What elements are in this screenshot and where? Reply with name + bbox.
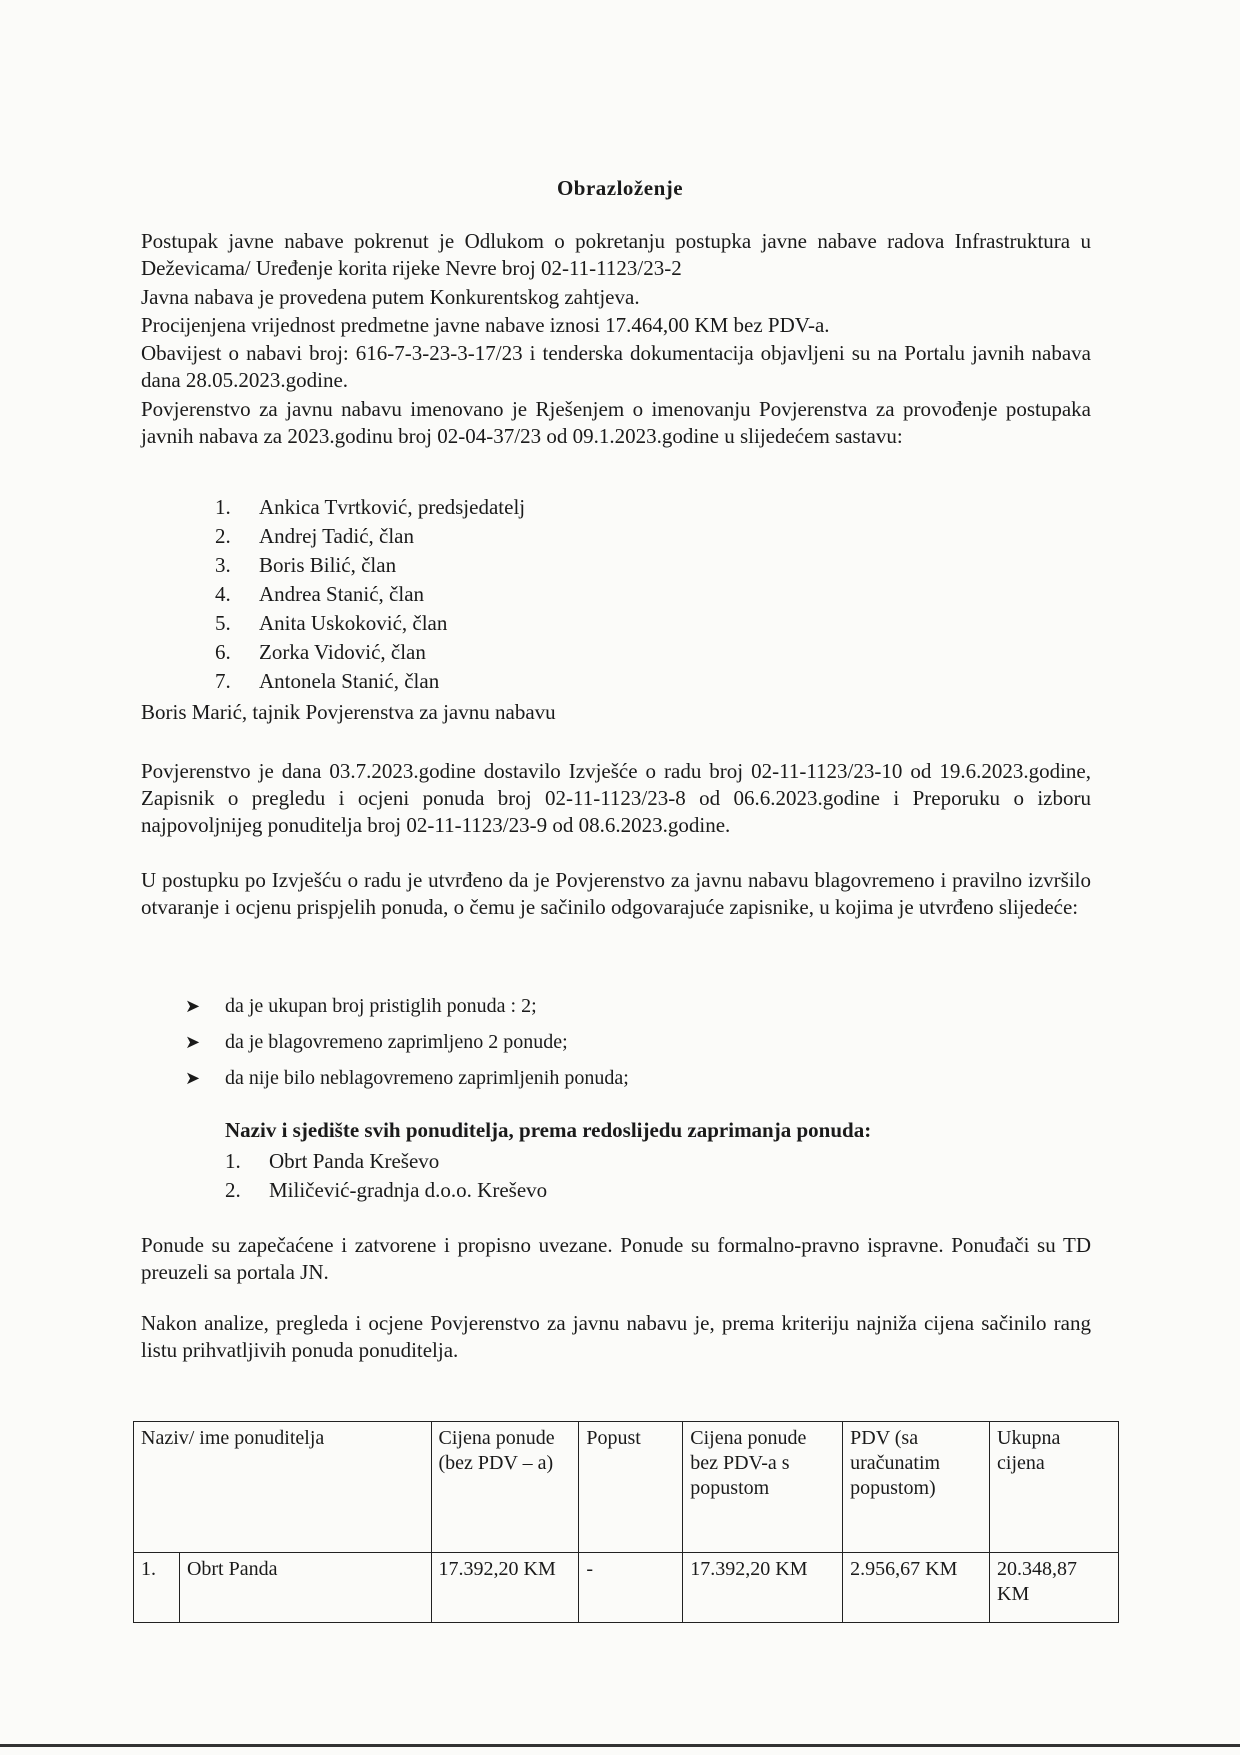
document-title: Obrazloženje [556, 176, 684, 200]
bids-status-paragraph: Ponude su zapečaćene i zatvorene i propisno uvezane. Ponude su formalno-pravno ispravne. Ponuđači su TD preuzeli sa portala JN. [141, 1233, 1091, 1284]
list-item: 2. Miličević-gradnja d.o.o. Kreševo [225, 1178, 548, 1202]
list-item: 4. Andrea Stanić, član [215, 582, 425, 606]
header-cell-price-discount: Cijena ponude bez PDV-a s popustom [683, 1422, 843, 1553]
cell-num: 1. [134, 1553, 180, 1623]
review-paragraph: U postupku po Izvješću o radu je utvrđeno da je Povjerenstvo za javnu nabavu blagovremeno i pravilno izvršilo otvaranje i ocjenu prispjelih ponuda, o čemu je sačinilo odgovarajuće zapisnike, u kojima je utvrđeno slijedeće: [141, 868, 1091, 919]
list-item: ➤ da je blagovremeno zaprimljeno 2 ponude; [185, 1024, 629, 1060]
cell-price: 17.392,20 KM [431, 1553, 579, 1623]
list-item: 1. Ankica Tvrtković, predsjedatelj [215, 495, 526, 519]
list-item: ➤ da nije bilo neblagovremeno zaprimljenih ponuda; [185, 1060, 629, 1096]
cell-name: Obrt Panda [179, 1553, 431, 1623]
report-paragraph: Povjerenstvo je dana 03.7.2023.godine dostavilo Izvješće o radu broj 02-11-1123/23-10 od 19.6.2023.godine, Zapisnik o pregledu i ocjeni ponuda broj 02-11-1123/23-8 od 06.6.2023.godine i Preporuku o izboru najpovoljnijeg ponuditelja broj 02-11-1123/23-9 od 08.6.2023.godine. [141, 759, 1091, 837]
ranking-table [133, 1421, 1119, 1623]
ranking-paragraph: Nakon analize, pregleda i ocjene Povjerenstvo za javnu nabavu je, prema kriteriju najniža cijena sačinilo rang listu prihvatljivih ponuda ponuditelja. [141, 1311, 1091, 1362]
list-item: 2. Andrej Tadić, član [215, 524, 414, 548]
table-row [134, 1553, 1119, 1623]
arrow-bullet-icon: ➤ [185, 1032, 201, 1052]
intro-paragraph-procedure: Postupak javne nabave pokrenut je Odlukom o pokretanju postupka javne nabave radova Infrastruktura u Deževicama/ Uređenje korita rijeke Nevre broj 02-11-1123/23-2 [141, 229, 1091, 280]
bidders-list [225, 1147, 547, 1205]
header-cell-vat: PDV (sa uračunatim popustom) [843, 1422, 990, 1553]
header-cell-name: Naziv/ ime ponuditelja [134, 1422, 432, 1553]
cell-total: 20.348,87 KM [990, 1553, 1119, 1623]
header-cell-discount: Popust [579, 1422, 683, 1553]
header-cell-price: Cijena ponude (bez PDV – a) [431, 1422, 579, 1553]
bidders-heading: Naziv i sjedište svih ponuditelja, prema redoslijedu zaprimanja ponuda: [225, 1118, 872, 1142]
committee-secretary: Boris Marić, tajnik Povjerenstva za javnu nabavu [141, 700, 556, 724]
list-item: 3. Boris Bilić, član [215, 553, 397, 577]
table-header-row [134, 1422, 1119, 1553]
committee-member-list [215, 493, 525, 696]
intro-paragraph-method: Javna nabava je provedena putem Konkurentskog zahtjeva. [141, 285, 640, 309]
findings-list [185, 988, 629, 1096]
list-item: 7. Antonela Stanić, član [215, 669, 440, 693]
intro-paragraph-notice: Obavijest o nabavi broj: 616-7-3-23-3-17/23 i tenderska dokumentacija objavljeni su na Portalu javnih nabava dana 28.05.2023.godine. [141, 341, 1091, 392]
list-item: 5. Anita Uskoković, član [215, 611, 448, 635]
list-item: 1. Obrt Panda Kreševo [225, 1149, 440, 1173]
intro-paragraph-value: Procijenjena vrijednost predmetne javne nabave iznosi 17.464,00 KM bez PDV-a. [141, 313, 830, 337]
intro-paragraph-committee: Povjerenstvo za javnu nabavu imenovano je Rješenjem o imenovanju Povjerenstva za provođenje postupaka javnih nabava za 2023.godinu broj 02-04-37/23 od 09.1.2023.godine u slijedećem sastavu: [141, 397, 1091, 448]
bottom-edge-divider [0, 1744, 1240, 1747]
cell-vat: 2.956,67 KM [843, 1553, 990, 1623]
arrow-bullet-icon: ➤ [185, 996, 201, 1016]
arrow-bullet-icon: ➤ [185, 1068, 201, 1088]
list-item: ➤ da je ukupan broj pristiglih ponuda : 2; [185, 988, 629, 1024]
cell-price-discount: 17.392,20 KM [683, 1553, 843, 1623]
header-cell-total: Ukupna cijena [990, 1422, 1119, 1553]
cell-discount: - [579, 1553, 683, 1623]
list-item: 6. Zorka Vidović, član [215, 640, 426, 664]
